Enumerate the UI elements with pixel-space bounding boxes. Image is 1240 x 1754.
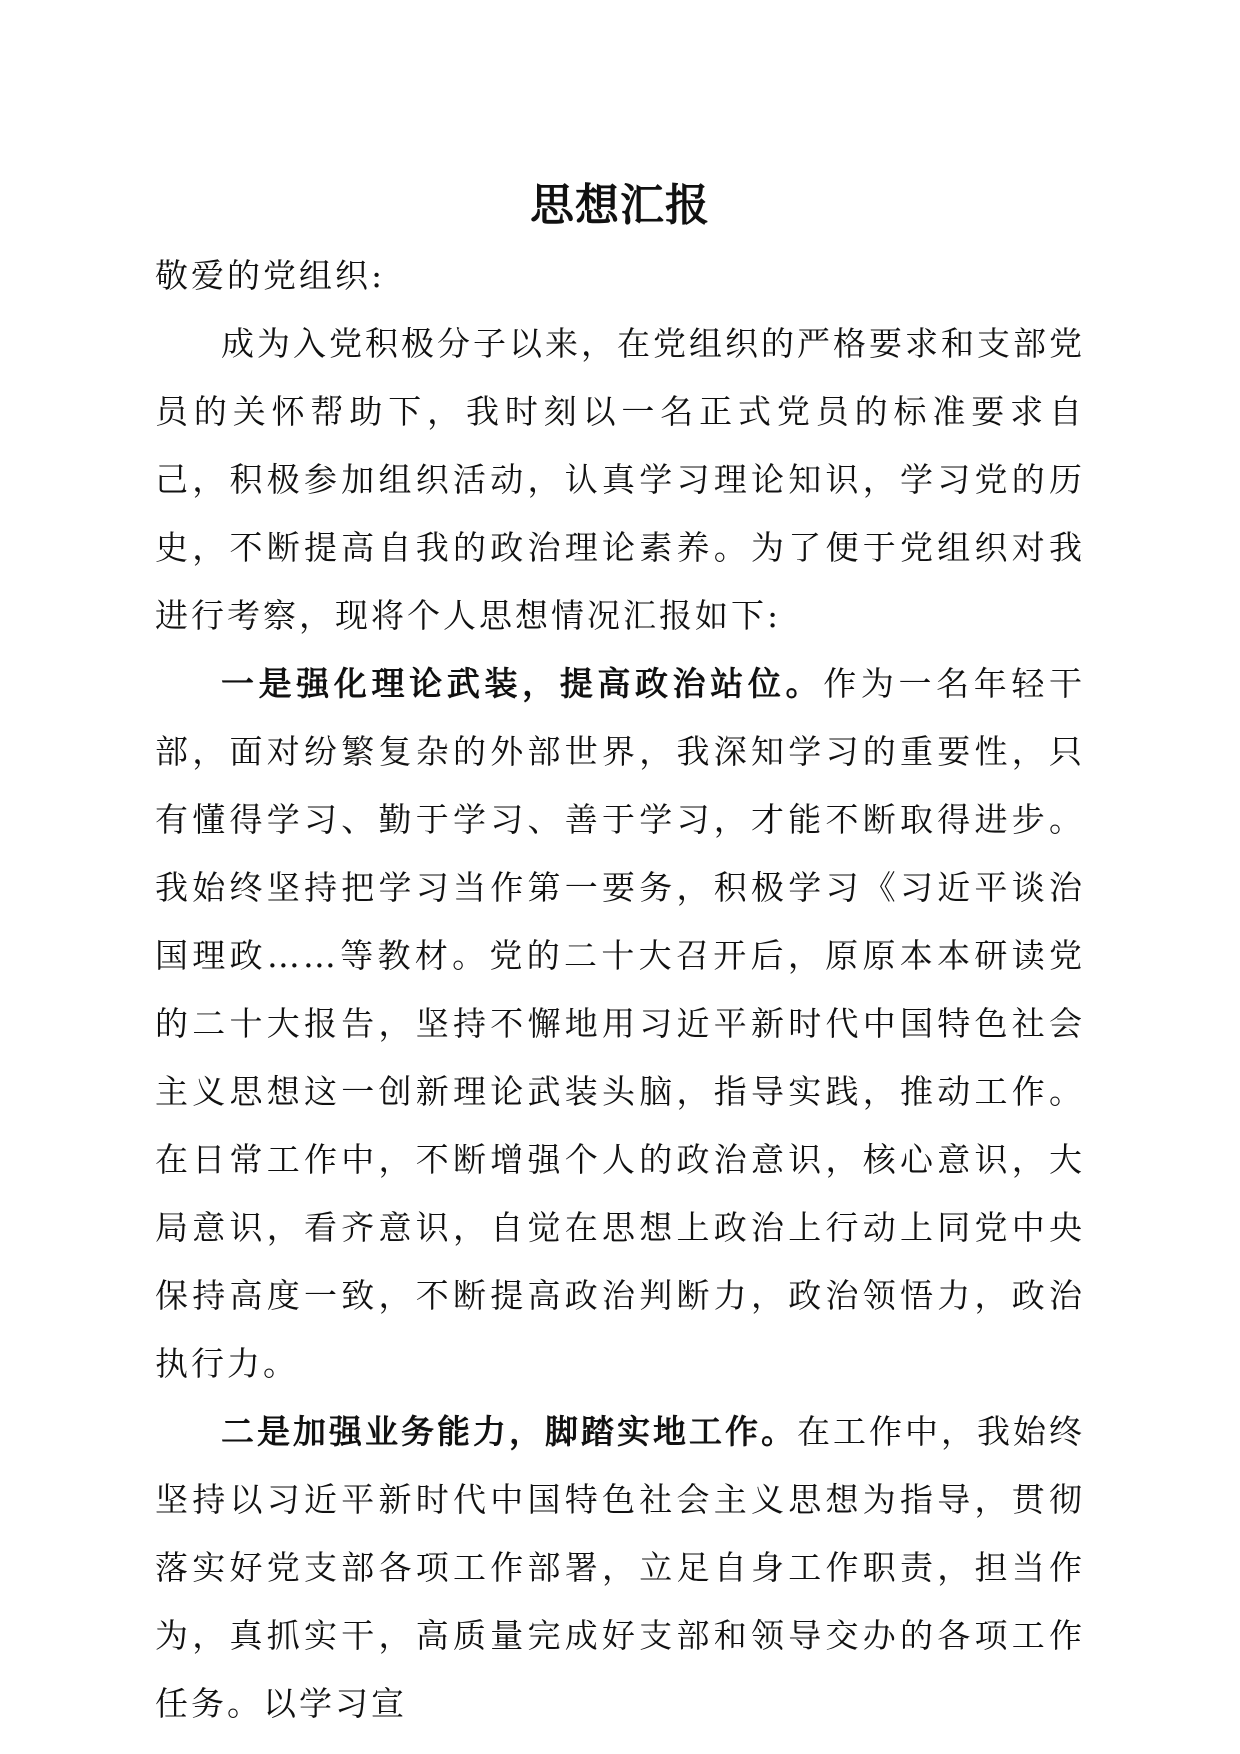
paragraph-intro: [155, 310, 1085, 650]
document-body: [155, 242, 1085, 1738]
paragraph-lead: 二是加强业务能力，脚踏实地工作。: [221, 1412, 797, 1451]
salutation: 敬爱的党组织:: [155, 256, 386, 295]
paragraph-theory: [155, 650, 1085, 1398]
paragraph-text: 成为入党积极分子以来，在党组织的严格要求和支部党员的关怀帮助下，我时刻以一名正式党员的标准要求自己，积极参加组织活动，认真学习理论知识，学习党的历史，不断提高自我的政治理论素养。为了便于党组织对我进行考察，现将个人思想情况汇报如下:: [155, 324, 1085, 635]
paragraph-work: [155, 1398, 1085, 1738]
paragraph-text: 作为一名年轻干部，面对纷繁复杂的外部世界，我深知学习的重要性，只有懂得学习、勤于学习、善于学习，才能不断取得进步。我始终坚持把学习当作第一要务，积极学习《习近平谈治国理政……等教材。党的二十大召开后，原原本本研读党的二十大报告，坚持不懈地用习近平新时代中国特色社会主义思想这一创新理论武装头脑，指导实践，推动工作。在日常工作中，不断增强个人的政治意识，核心意识，大局意识，看齐意识，自觉在思想上政治上行动上同党中央保持高度一致，不断提高政治判断力，政治领悟力，政治执行力。: [155, 664, 1086, 1383]
paragraph-lead: 一是强化理论武装，提高政治站位。: [221, 664, 824, 703]
paragraph-text: 在工作中，我始终坚持以习近平新时代中国特色社会主义思想为指导，贯彻落实好党支部各项工作部署，立足自身工作职责，担当作为，真抓实干，高质量完成好支部和领导交办的各项工作任务。以学习宣: [155, 1412, 1085, 1723]
document-title: 思想汇报: [530, 180, 710, 231]
